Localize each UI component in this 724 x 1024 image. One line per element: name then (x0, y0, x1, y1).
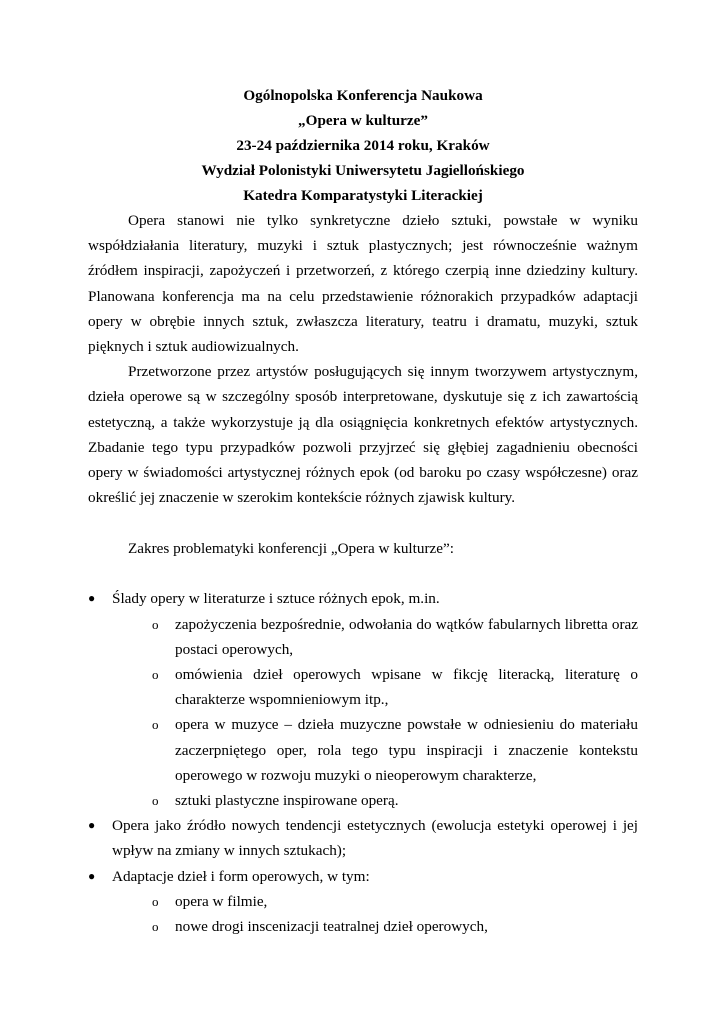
header-date-location: 23-24 października 2014 roku, Kraków (236, 137, 490, 154)
subtopics-list (112, 889, 638, 939)
conference-header (88, 83, 638, 208)
subtopic-text: zapożyczenia bezpośrednie, odwołania do wątków fabularnych libretta oraz postaci operowych, (175, 615, 638, 658)
subtopic-text: sztuki plastyczne inspirowane operą. (175, 792, 399, 810)
header-department: Katedra Komparatystyki Literackiej (243, 187, 483, 204)
topic-item (88, 813, 638, 863)
topic-item (88, 586, 638, 813)
subtopic-text: omówienia dzieł operowych wpisane w fikcję literacką, literaturę o charakterze wspomnieniowym itp., (175, 666, 638, 709)
topics-list (88, 586, 638, 939)
header-faculty: Wydział Polonistyki Uniwersytetu Jagiellońskiego (201, 162, 525, 179)
bullet-icon: ● (88, 818, 96, 833)
circle-bullet-icon: o (152, 616, 159, 632)
document-page (88, 82, 638, 939)
subtopics-list (112, 612, 638, 814)
subtopic-text: opera w muzyce – dzieła muzyczne powstałe w odniesieniu do materiału zaczerpniętego oper, rola tego typu inspiracji i znaczenie kontekstu operowego w rozwoju muzyki o nieoperowym charakterze, (175, 716, 638, 784)
subtopic-item (112, 914, 638, 939)
bullet-icon: ● (88, 868, 96, 883)
circle-bullet-icon: o (152, 893, 159, 909)
topic-text: Opera jako źródło nowych tendencji estetycznych (ewolucja estetyki operowej i jej wpływ na zmiany w innych sztukach); (112, 817, 638, 860)
subtopic-item (112, 612, 638, 662)
topic-text: Adaptacje dzieł i form operowych, w tym: (112, 867, 370, 885)
subtopic-item (112, 889, 638, 914)
circle-bullet-icon: o (152, 717, 159, 733)
circle-bullet-icon: o (152, 793, 159, 809)
scope-intro: Zakres problematyki konferencji „Opera w kulturze”: (128, 540, 454, 558)
circle-bullet-icon: o (152, 919, 159, 935)
paragraph-adaptations: Przetworzone przez artystów posługujących się innym tworzywem artystycznym, dzieła operowe są w szczególny sposób interpretowane, dyskutuje się z ich zawartością estetyczną, a także wykorzystuje ją dla osiągnięcia konkretnych efektów artystycznych. Zbadanie tego typu przypadków pozwoli przyjrzeć się głębiej zagadnieniu obecności opery w świadomości artystycznej różnych epok (od baroku po czasy współczesne) oraz określić jej znaczenie w szerokim kontekście różnych zjawisk kultury. (88, 363, 638, 507)
subtopic-item (112, 788, 638, 813)
paragraph-opera-intro: Opera stanowi nie tylko synkretyczne dzieło sztuki, powstałe w wyniku współdziałania literatury, muzyki i sztuk plastycznych; jest równocześnie ważnym źródłem inspiracji, zapożyczeń i przetworzeń, z którego czerpią inne dziedziny kultury. Planowana konferencja ma na celu przedstawienie różnorakich przypadków adaptacji opery w obrębie innych sztuk, zwłaszcza literatury, teatru i dramatu, muzyki, sztuk pięknych i sztuk audiowizualnych. (88, 212, 638, 356)
subtopic-text: nowe drogi inscenizacji teatralnej dzieł operowych, (175, 918, 488, 936)
topic-text: Ślady opery w literaturze i sztuce różnych epok, m.in. (112, 590, 440, 608)
subtopic-item (112, 712, 638, 788)
header-conference-name: Ogólnopolska Konferencja Naukowa (243, 87, 483, 104)
bullet-icon: ● (88, 591, 96, 606)
subtopic-text: opera w filmie, (175, 892, 268, 910)
header-conference-title: „Opera w kulturze” (298, 112, 428, 129)
subtopic-item (112, 662, 638, 712)
topic-item (88, 864, 638, 940)
circle-bullet-icon: o (152, 667, 159, 683)
